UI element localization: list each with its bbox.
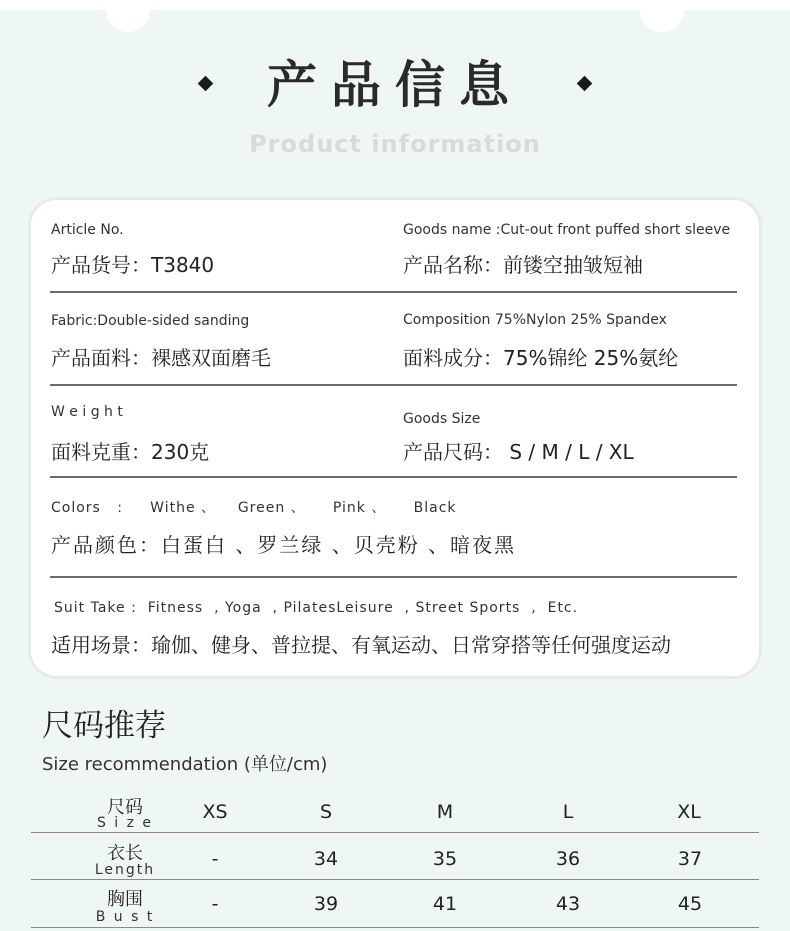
row-label-zh: 衣长 bbox=[107, 843, 143, 864]
column-header: S bbox=[319, 801, 333, 823]
divider bbox=[50, 576, 737, 578]
row-label-en: Length bbox=[94, 862, 156, 878]
table-cell: 41 bbox=[432, 893, 458, 915]
divider bbox=[50, 384, 737, 386]
table-cell: 36 bbox=[555, 848, 581, 870]
column-header: L bbox=[562, 801, 574, 823]
table-divider bbox=[31, 879, 759, 880]
row-header-zh: 尺码 bbox=[107, 797, 143, 818]
article-label-en: Article No. bbox=[51, 222, 124, 238]
column-header: XS bbox=[202, 801, 228, 823]
table-cell: 45 bbox=[677, 893, 703, 915]
row-label-en: B u s t bbox=[95, 909, 155, 925]
fabric-zh: 产品面料：裸感双面磨毛 bbox=[51, 346, 271, 370]
composition-zh: 面料成分：75%锦纶 25%氨纶 bbox=[403, 346, 679, 370]
table-cell: 35 bbox=[432, 848, 458, 870]
row-label-zh: 胸围 bbox=[107, 889, 143, 910]
article-label-zh: 产品货号：T3840 bbox=[51, 253, 215, 277]
column-header: M bbox=[436, 801, 454, 823]
divider bbox=[50, 291, 737, 293]
table-cell: 39 bbox=[313, 893, 339, 915]
scene-en: Suit Take : Fitness , Yoga , PilatesLeisure , Street Sports , Etc. bbox=[54, 600, 579, 616]
row-header-en: S i z e bbox=[96, 815, 154, 831]
table-divider bbox=[31, 832, 759, 833]
decor-circle-right bbox=[640, 0, 684, 32]
weight-en: W e i g h t bbox=[51, 404, 123, 420]
column-header: XL bbox=[677, 801, 701, 823]
weight-zh: 面料克重：230克 bbox=[51, 440, 210, 464]
table-divider bbox=[31, 927, 759, 928]
composition-en: Composition 75%Nylon 25% Spandex bbox=[403, 312, 667, 328]
size-section-subtitle: Size recommendation (单位/cm) bbox=[42, 754, 328, 775]
fabric-en: Fabric:Double-sided sanding bbox=[51, 313, 250, 329]
goods-name-zh: 产品名称：前镂空抽皱短袖 bbox=[403, 253, 643, 277]
table-cell: 37 bbox=[677, 848, 703, 870]
colors-en: Colors : Withe 、 Green 、 Pink 、 Black bbox=[51, 500, 457, 516]
size-section-title: 尺码推荐 bbox=[42, 708, 166, 744]
colors-zh: 产品颜色：白蛋白 、罗兰绿 、贝壳粉 、暗夜黑 bbox=[51, 533, 517, 557]
page-title: 产品信息 bbox=[267, 56, 523, 114]
table-cell: 43 bbox=[555, 893, 581, 915]
product-info-card bbox=[31, 200, 759, 676]
divider bbox=[50, 476, 737, 478]
size-en: Goods Size bbox=[403, 411, 481, 427]
decor-circle-left bbox=[106, 0, 150, 32]
size-zh: 产品尺码： S / M / L / XL bbox=[403, 440, 634, 464]
table-cell: 34 bbox=[313, 848, 339, 870]
table-cell: - bbox=[211, 893, 219, 915]
page-subtitle: Product information bbox=[249, 130, 541, 158]
table-cell: - bbox=[211, 848, 219, 870]
scene-zh: 适用场景：瑜伽、健身、普拉提、有氧运动、日常穿搭等任何强度运动 bbox=[51, 633, 671, 657]
goods-name-en: Goods name :Cut-out front puffed short sleeve bbox=[403, 222, 731, 238]
